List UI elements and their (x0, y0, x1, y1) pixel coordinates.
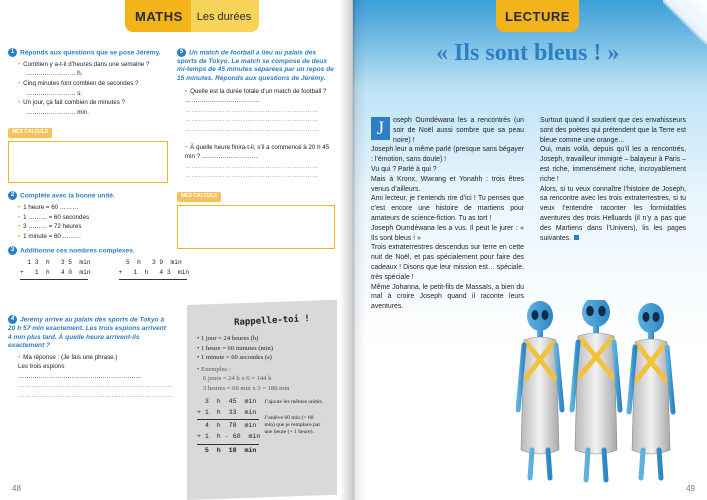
maths-tab (125, 0, 259, 32)
story-paragraph: Alors, si tu veux connaître l’histoire de Joseph, sa rencontre avec les trois extraterrestres, si tu veux l’entendre raconter les formidables aventures des trois Helluards (il n’y a pas que des Martiens dans l’Univers), lis les pages suivantes. (540, 185, 686, 242)
lecture-tab: LECTURE (496, 0, 579, 32)
annotation-1: J’ajoute les mêmes unités. (264, 399, 324, 406)
page-number-right: 49 (686, 484, 695, 493)
exercise-number: 2 (8, 191, 17, 200)
drop-cap: J (371, 117, 390, 140)
exercise-number: 1 (8, 48, 17, 57)
story-paragraph: Oui, mais voilà, depuis qu’il les a rencontrés, Joseph, travailleur immigré – balayeur à Paris – est riche, immensément riche, incroyablement riche ! (540, 146, 686, 183)
addition-line: 5 h 3 9 min (118, 259, 182, 267)
story-paragraph: Joseph leur a même parlé (presque sans bégayer : l’émotion, sans doute) ! (371, 146, 524, 164)
answer-line[interactable]: …………………………………………………… (185, 125, 319, 133)
exercise-5: 5 Un match de football a lieu au palais des sports de Tokyo. Le match se compose de deux mi-temps de 45 minutes séparées par un repos de 15 minutes. Réponds aux questions de Jérémy. • Quelle est la durée totale d’un match de football ? ……………………………… …………………………………………………… …………………………………………………… …………………………………………………… • À quelle heure finira-t-il, s’il a commencé à 20 h 45 min ? ……………………… …………………………………………………… …………………………………………………… (177, 49, 334, 180)
addition-1[interactable] (20, 258, 91, 281)
exercise-number: 4 (8, 315, 17, 324)
reminder-fact: • 1 heure = 60 minutes (min) (197, 344, 273, 352)
story-title: « Ils sont bleus ! » (436, 40, 620, 66)
exercise-2: 2 Complète avec la bonne unité. • 1 heure = 60 ……… • 1 ……… = 60 secondes • 3 ……… = 72 heures • 1 minute = 60 ……… (8, 191, 168, 241)
answer-line[interactable]: …………………………………………………… (185, 116, 319, 124)
operation-line: 4 h 78 min (197, 422, 257, 430)
reminder-content (187, 315, 337, 456)
question-text: Combien y a-t-il d’heures dans une semaine ? (23, 60, 150, 68)
exercise-title: Additionne ces nombres complexes. (20, 247, 135, 255)
story-paragraph: Joseph Oumdéwana les a vus. Il peut le jurer : « Ils sont bleus ! » (371, 224, 524, 242)
fill-in-item[interactable]: 1 ……… = 60 secondes (23, 213, 90, 221)
story-column-2 (540, 116, 686, 243)
answer-field[interactable]: …………………… min. (26, 108, 89, 116)
answer-line[interactable]: …………………………………………………………… (18, 392, 172, 400)
answer-line[interactable]: …………………………………………………… (185, 172, 319, 180)
answer-prompt: Ma réponse : (Je fais une phrase.) (23, 353, 118, 361)
question-text: Un jour, ça fait combien de minutes ? (23, 99, 125, 107)
addition-line: + 1 h 4 3 min (118, 269, 190, 277)
calc-section (8, 127, 168, 183)
operation-result: 5 h 18 min (197, 446, 257, 454)
answer-field[interactable]: …………………… s. (26, 89, 83, 97)
exercise-3 (8, 246, 190, 281)
story-column-1 (371, 116, 524, 312)
calc-box[interactable] (177, 205, 335, 249)
addition-2[interactable] (119, 258, 190, 281)
story-paragraph: Même Johanna, le petit-fils de Massaïs, a bien du mal à croire Joseph quand il raconte leurs aventures. (371, 283, 524, 311)
alien-figure (629, 303, 673, 478)
fill-in-item[interactable]: 1 minute = 60 ……… (23, 232, 82, 240)
reminder-operation (197, 397, 260, 456)
exercise-title: Jérémy arrive au palais des sports de Tokyo à 20 h 57 min exactement. Les trois espions arrivent 4 min plus tard. À quelle heure arrivent-ils exactement ? (8, 316, 166, 350)
answer-field[interactable]: …………………… h. (26, 70, 83, 78)
operation-line: + 1 h - 60 min (197, 432, 261, 440)
operation-line: 3 h 45 min (197, 398, 257, 406)
exercise-number: 5 (177, 48, 186, 57)
page-number-left: 48 (12, 484, 21, 493)
fill-in-item[interactable]: 3 ……… = 72 heures (23, 223, 82, 231)
subject-label: MATHS (125, 0, 191, 32)
reminder-fact: • 1 jour = 24 heures (h) (197, 335, 259, 343)
reminder-title: Rappelle-toi ! (233, 314, 311, 328)
answer-line[interactable]: …………………………………………………………… (18, 382, 172, 390)
end-mark-icon (574, 235, 579, 240)
page-curl (663, 0, 707, 44)
calc-label: MES CALCULS (8, 128, 52, 138)
exercise-title: Un match de football a lieu au palais des sports de Tokyo. Le match se compose de deux mi-temps de 45 minutes séparées par un repos de 15 minutes. Réponds aux questions de Jérémy. (177, 49, 334, 82)
fill-in-item[interactable]: 1 heure = 60 ……… (23, 204, 79, 212)
exercise-number: 3 (8, 246, 17, 255)
story-paragraph: Trois extraterrestres descendus sur terre en cette nuit de Noël, et pas spécialement pour faire des cadeaux ! Disons que leur mission est… spéciale, très spéciale ! (371, 244, 524, 281)
exercise-title: Réponds aux questions que se pose Jérémy. (20, 49, 161, 57)
alien-figure (572, 300, 620, 480)
example-line: 3 heures = 60 min x 3 = 180 min (203, 384, 290, 392)
book-gutter (340, 0, 366, 500)
story-paragraph: Mais à Kronx, Wwrang et Yonahh : trois êtres venus d’ailleurs. (371, 175, 524, 193)
story-paragraph: oseph Oumdéwana les a rencontrés (un soir de Noël aussi sombre que sa peau noire) ! (393, 117, 524, 144)
story-paragraph: Vu qui ? Parlé à qui ? (371, 165, 437, 173)
operation-line: + 1 h 33 min (197, 408, 257, 416)
question-text[interactable]: À quelle heure finira-t-il, s’il a commencé à 20 h 45 min ? ……………………… (185, 143, 330, 161)
aliens-illustration (516, 300, 676, 485)
examples-label: • Exemples : (197, 365, 231, 373)
exercise-1: 1 Réponds aux questions que se pose Jérémy. • Combien y a-t-il d’heures dans une semaine ? …………………… h. • Cinq minutes font combien de secondes ? …………………… s. • Un jour, ça fait combien de minutes ? …………………… min. (8, 48, 168, 117)
question-text: Cinq minutes font combien de secondes ? (23, 80, 139, 88)
story-paragraph: Ami lecteur, je t’entends rire d’ici ! Tu penses que c’est encore une histoire de martiens pour amateurs de science-fiction. Tu as tort ! (371, 195, 524, 222)
calc-label: MES CALCULS (177, 192, 221, 202)
annotation-2: J’enlève 60 min (= 60 min) que je remplace par une heure (+ 1 heure). (264, 414, 321, 436)
addition-line: + 1 h 4 0 min (20, 269, 91, 277)
example-line: 6 jours = 24 h x 6 = 144 h (203, 375, 272, 383)
addition-line: 1 3 h 3 5 min (20, 259, 91, 267)
topic-label: Les durées (191, 0, 259, 32)
exercise-column-right (177, 48, 335, 249)
answer-line[interactable]: Les trois espions …………………………………………………… (18, 363, 142, 380)
question-text[interactable]: Quelle est la durée totale d’un match de football ? ……………………………… (185, 87, 327, 105)
answer-line[interactable]: …………………………………………………… (185, 162, 319, 170)
answer-line[interactable]: …………………………………………………… (185, 106, 319, 114)
exercise-title: Complète avec la bonne unité. (20, 192, 115, 200)
alien-figure (518, 301, 562, 478)
calc-section (177, 191, 335, 249)
reminder-fact: • 1 minute = 60 secondes (s) (197, 354, 272, 362)
exercise-column-left (8, 48, 190, 401)
story-paragraph: Surtout quand il soutient que ces envahisseurs sont des poètes qui prétendent que la Terre est bleue comme une orange… (540, 117, 686, 144)
calc-box[interactable] (8, 141, 168, 183)
exercise-4: 4 Jérémy arrive au palais des sports de Tokyo à 20 h 57 min exactement. Les trois espions arrivent 4 min plus tard. À quelle heure arrivent-ils exactement ? • Ma réponse : (Je fais une phrase.) Les trois espions …………………………………………………… …………………………………………………………… …………………………………………………………… (8, 316, 172, 400)
